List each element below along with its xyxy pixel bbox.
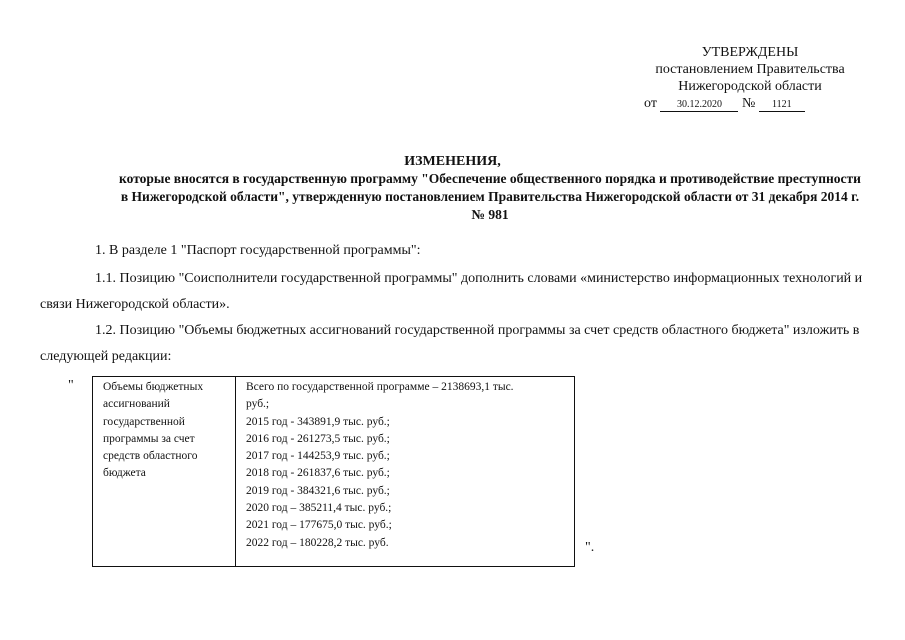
budget-total-line: руб.; <box>246 398 270 411</box>
position-name-line: Объемы бюджетных <box>103 381 204 393</box>
budget-table <box>92 376 575 567</box>
budget-year-line: 2020 год – 385211,4 тыс. руб.; <box>246 502 392 515</box>
budget-total-line: Всего по государственной программе – 2138693,1 тыс. <box>246 381 514 393</box>
budget-year-line: 2018 год - 261837,6 тыс. руб.; <box>246 467 390 480</box>
approval-date-line <box>620 95 880 112</box>
approval-title: УТВЕРЖДЕНЫ <box>701 45 799 60</box>
budget-year-line: 2021 год – 177675,0 тыс. руб.; <box>246 519 392 532</box>
approval-line-2: постановлением Правительства <box>655 62 845 77</box>
position-name-cell <box>93 377 236 567</box>
position-name-line: ассигнований <box>103 398 170 411</box>
budget-year-line: 2016 год - 261273,5 тыс. руб.; <box>246 432 390 445</box>
budget-values-cell <box>236 377 575 567</box>
from-label: от <box>644 96 657 111</box>
opening-quote: " <box>68 378 74 393</box>
document-subtitle: которые вносятся в государственную программу "Обеспечение общественного порядка и противодействие преступности в Нижегородской области", утвержденную постановлением Правительства Нижегородской области от 31 декабря 2014 г. № 981 <box>119 171 861 222</box>
document-title: ИЗМЕНЕНИЯ, <box>404 154 501 169</box>
budget-year-line: 2015 год - 343891,9 тыс. руб.; <box>246 415 390 428</box>
approval-block <box>620 44 880 112</box>
closing-quote: ". <box>585 540 595 555</box>
budget-year-line: 2019 год - 384321,6 тыс. руб.; <box>246 484 390 497</box>
position-name-line: средств областного <box>103 450 198 463</box>
budget-year-line: 2017 год - 144253,9 тыс. руб.; <box>246 450 390 463</box>
position-name-line: программы за счет <box>103 432 195 445</box>
approval-line-3: Нижегородской области <box>678 79 822 94</box>
paragraph-1: 1. В разделе 1 "Паспорт государственной программы": <box>95 243 421 258</box>
approval-date: 30.12.2020 <box>660 99 738 112</box>
approval-number: 1121 <box>759 99 805 112</box>
position-name-line: бюджета <box>103 467 146 480</box>
paragraph-1-2: 1.2. Позицию "Объемы бюджетных ассигнований государственной программы за счет средств областного бюджета" изложить в следующей редакции: <box>40 323 860 364</box>
position-name-line: государственной <box>103 415 185 428</box>
table-row <box>93 377 575 567</box>
number-label: № <box>741 96 756 111</box>
budget-year-line: 2022 год – 180228,2 тыс. руб. <box>246 536 389 549</box>
paragraph-1-1: 1.1. Позицию "Соисполнители государственной программы" дополнить словами «министерство информационных технологий и связи Нижегородской области». <box>40 271 863 312</box>
